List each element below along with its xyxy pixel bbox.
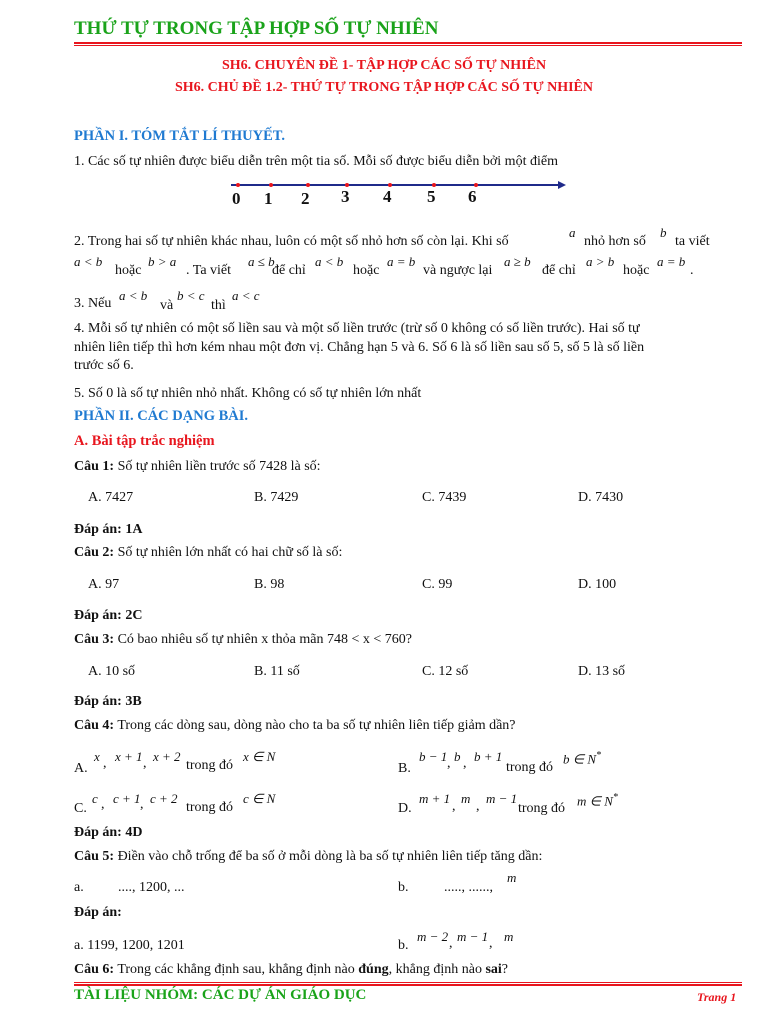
option-b: B. 7429 (254, 490, 299, 505)
option-d: D. 100 (578, 577, 617, 592)
theory-p2-a: 2. Trong hai số tự nhiên khác nhau, luôn có một số nhỏ hơn số còn lại. Khi số (74, 234, 509, 249)
text-span: hoặc (623, 263, 650, 278)
theory-p3: 3. Nếu (74, 296, 112, 311)
question-4 (74, 718, 516, 734)
comma: , (143, 756, 147, 771)
emphasis-true: đúng (358, 962, 389, 977)
part-a-letter: a. (74, 880, 84, 895)
section-a-title: A. Bài tập trắc nghiệm (74, 433, 215, 449)
text-span: . (690, 263, 694, 278)
theory-p4-l3: trước số 6. (74, 358, 134, 373)
math-expr: b (454, 749, 461, 764)
number-line-tick-4: 4 (383, 187, 392, 206)
answer-2 (74, 608, 142, 624)
page-header-title: THỨ TỰ TRONG TẬP HỢP SỐ TỰ NHIÊN (74, 18, 439, 39)
comma: , (103, 756, 107, 771)
comma: , (452, 799, 456, 814)
option-a: A. 97 (88, 577, 120, 592)
part1-title: PHẦN I. TÓM TẮT LÍ THUYẾT. (74, 128, 285, 144)
question-label: Câu 4: (74, 718, 115, 733)
text-span: trong đó (186, 758, 234, 773)
option-b-letter: B. (398, 761, 411, 776)
theory-p5: 5. Số 0 là số tự nhiên nhỏ nhất. Không có số tự nhiên lớn nhất (74, 386, 422, 401)
math-expr: a < b (119, 288, 148, 303)
math-expr: m (461, 791, 471, 806)
answer-label: Đáp án: (74, 825, 122, 840)
math-expr: m (504, 929, 514, 944)
text-span: trong đó (186, 800, 234, 815)
part-a-text: ...., 1200, ... (118, 880, 185, 895)
option-c: C. 99 (422, 577, 453, 592)
number-line-tick-1: 1 (264, 189, 273, 208)
question-text: Có bao nhiêu số tự nhiên x thỏa mãn 748 < x < 760? (117, 632, 412, 647)
text-span: trong đó (506, 760, 554, 775)
option-b: B. 11 số (254, 664, 300, 679)
math-expr: b < c (177, 288, 205, 303)
footer-title: TÀI LIỆU NHÓM: CÁC DỰ ÁN GIÁO DỤC (74, 987, 367, 1003)
math-expr: a = b (387, 254, 416, 269)
answer-value: 3B (125, 694, 142, 709)
topic-heading: SH6. CHỦ ĐỀ 1.2- THỨ TỰ TRONG TẬP HỢP CÁC SỐ TỰ NHIÊN (175, 80, 593, 95)
text-span: trong đó (518, 801, 566, 816)
text-span: hoặc (115, 263, 142, 278)
theory-p2-b: nhỏ hơn số (584, 234, 646, 249)
math-expr: a < b (74, 254, 103, 269)
answer-3 (74, 694, 142, 710)
theory-p2-var-a: a (569, 225, 576, 240)
answer-value: 4D (125, 825, 143, 840)
answer-label: Đáp án: (74, 905, 122, 920)
question-label: Câu 1: (74, 459, 115, 474)
footer-rule-thin (74, 982, 742, 983)
math-expr: a < b (315, 254, 344, 269)
answer-value: 1A (125, 522, 143, 537)
comma: , (447, 756, 451, 771)
question-text: Số tự nhiên lớn nhất có hai chữ số là số: (117, 545, 343, 560)
option-d: D. 7430 (578, 490, 624, 505)
option-a: A. 10 số (88, 664, 136, 679)
part-b-text: ....., ......, (444, 880, 493, 895)
comma: , (476, 799, 480, 814)
theory-p4-l2: nhiên liên tiếp thì hơn kém nhau một đơn vị. Chẳng hạn 5 và 6. Số 6 là số liền sau số 5, số 5 là số liền (74, 340, 645, 355)
math-expr: b + 1 (474, 749, 503, 764)
question-label: Câu 3: (74, 632, 115, 647)
math-expr: b − 1 (419, 749, 448, 764)
option-a-letter: A. (74, 761, 88, 776)
math-expr-text: m ∈ N (577, 793, 613, 809)
number-line-tick-5: 5 (427, 187, 436, 206)
math-expr: a ≥ b (504, 254, 531, 269)
comma: , (489, 936, 493, 951)
emphasis-false: sai (485, 962, 502, 977)
answer-4 (74, 825, 142, 841)
option-c: C. 7439 (422, 490, 467, 505)
text-span: để chỉ (272, 263, 306, 278)
math-expr: b > a (148, 254, 177, 269)
part-b-letter: b. (398, 880, 409, 895)
question-text: Trong các dòng sau, dòng nào cho ta ba số tự nhiên liên tiếp giảm dần? (117, 718, 516, 733)
math-expr: x (94, 749, 100, 764)
comma: , (449, 936, 453, 951)
answer-label: Đáp án: (74, 608, 122, 623)
math-expr: m − 1 (457, 929, 489, 944)
question-1 (74, 459, 321, 475)
question-label: Câu 5: (74, 849, 115, 864)
math-expr: c ∈ N (243, 791, 276, 806)
math-expr: m − 1 (486, 791, 518, 806)
math-expr: a < c (232, 288, 260, 303)
question-text: ? (501, 962, 509, 977)
question-5 (74, 849, 542, 865)
number-line-tick-0: 0 (232, 189, 241, 208)
page-number: Trang 1 (697, 990, 737, 1004)
number-line-tick-3: 3 (341, 187, 350, 206)
math-expr: m − 2 (417, 929, 449, 944)
text-span: . Ta viết (186, 263, 232, 278)
theory-p4-l1: 4. Mỗi số tự nhiên có một số liền sau và một số liền trước (trừ số 0 không có số liền trước). Hai số tự (74, 321, 640, 336)
option-c-letter: C. (74, 801, 87, 816)
math-expr: m + 1 (419, 791, 451, 806)
theory-p2-c: ta viết (675, 234, 710, 249)
math-expr: c + 1 (113, 791, 141, 806)
math-expr (563, 750, 601, 767)
question-text: , khẳng định nào (388, 962, 482, 977)
number-line-tick-2: 2 (301, 189, 310, 208)
option-b: B. 98 (254, 577, 285, 592)
star-superscript: * (612, 792, 618, 803)
math-expr: c (92, 791, 98, 806)
answer-b-letter: b. (398, 938, 409, 953)
text-span: và ngược lại (423, 263, 493, 278)
math-expr: x ∈ N (243, 749, 276, 764)
math-expr-text: b ∈ N (563, 751, 596, 767)
star-superscript: * (596, 750, 601, 761)
footer-rule (74, 984, 742, 986)
question-text: Điền vào chỗ trống để ba số ở mỗi dòng là ba số tự nhiên liên tiếp tăng dần: (117, 849, 543, 864)
option-a: A. 7427 (88, 490, 134, 505)
answer-label: Đáp án: (74, 694, 122, 709)
theory-p1: 1. Các số tự nhiên được biểu diễn trên một tia số. Mỗi số được biểu diễn bởi một điểm (74, 154, 558, 169)
math-expr: c + 2 (150, 791, 178, 806)
math-expr: a = b (657, 254, 686, 269)
part2-title: PHẦN II. CÁC DẠNG BÀI. (74, 408, 249, 424)
number-line-tick-6: 6 (468, 187, 477, 206)
question-text: Số tự nhiên liền trước số 7428 là số: (117, 459, 321, 474)
number-line (0, 0, 768, 215)
answer-label: Đáp án: (74, 522, 122, 537)
theory-p2-var-b: b (660, 225, 667, 240)
question-3 (74, 632, 412, 648)
question-2 (74, 545, 342, 561)
question-text: Trong các khẳng định sau, khẳng định nào (117, 962, 355, 977)
math-expr: a ≤ b (248, 254, 275, 269)
chapter-heading: SH6. CHUYÊN ĐỀ 1- TẬP HỢP CÁC SỐ TỰ NHIÊN (221, 58, 547, 73)
comma: , (140, 797, 144, 812)
comma: , (101, 797, 105, 812)
math-expr (577, 792, 618, 809)
text-span: thì (211, 298, 226, 313)
option-d-letter: D. (398, 801, 412, 816)
math-expr: x + 1 (115, 749, 143, 764)
comma: , (463, 756, 467, 771)
answer-1 (74, 522, 142, 538)
question-label: Câu 2: (74, 545, 115, 560)
text-span: và (160, 298, 174, 313)
text-span: để chỉ (542, 263, 576, 278)
question-label: Câu 6: (74, 962, 115, 977)
option-d: D. 13 số (578, 664, 626, 679)
question-6 (74, 962, 508, 978)
answer-value: 2C (125, 608, 143, 623)
option-c: C. 12 số (422, 664, 469, 679)
math-expr: x + 2 (153, 749, 181, 764)
answer-a: a. 1199, 1200, 1201 (74, 938, 185, 953)
math-expr: a > b (586, 254, 615, 269)
math-expr: m (507, 870, 517, 885)
text-span: hoặc (353, 263, 380, 278)
